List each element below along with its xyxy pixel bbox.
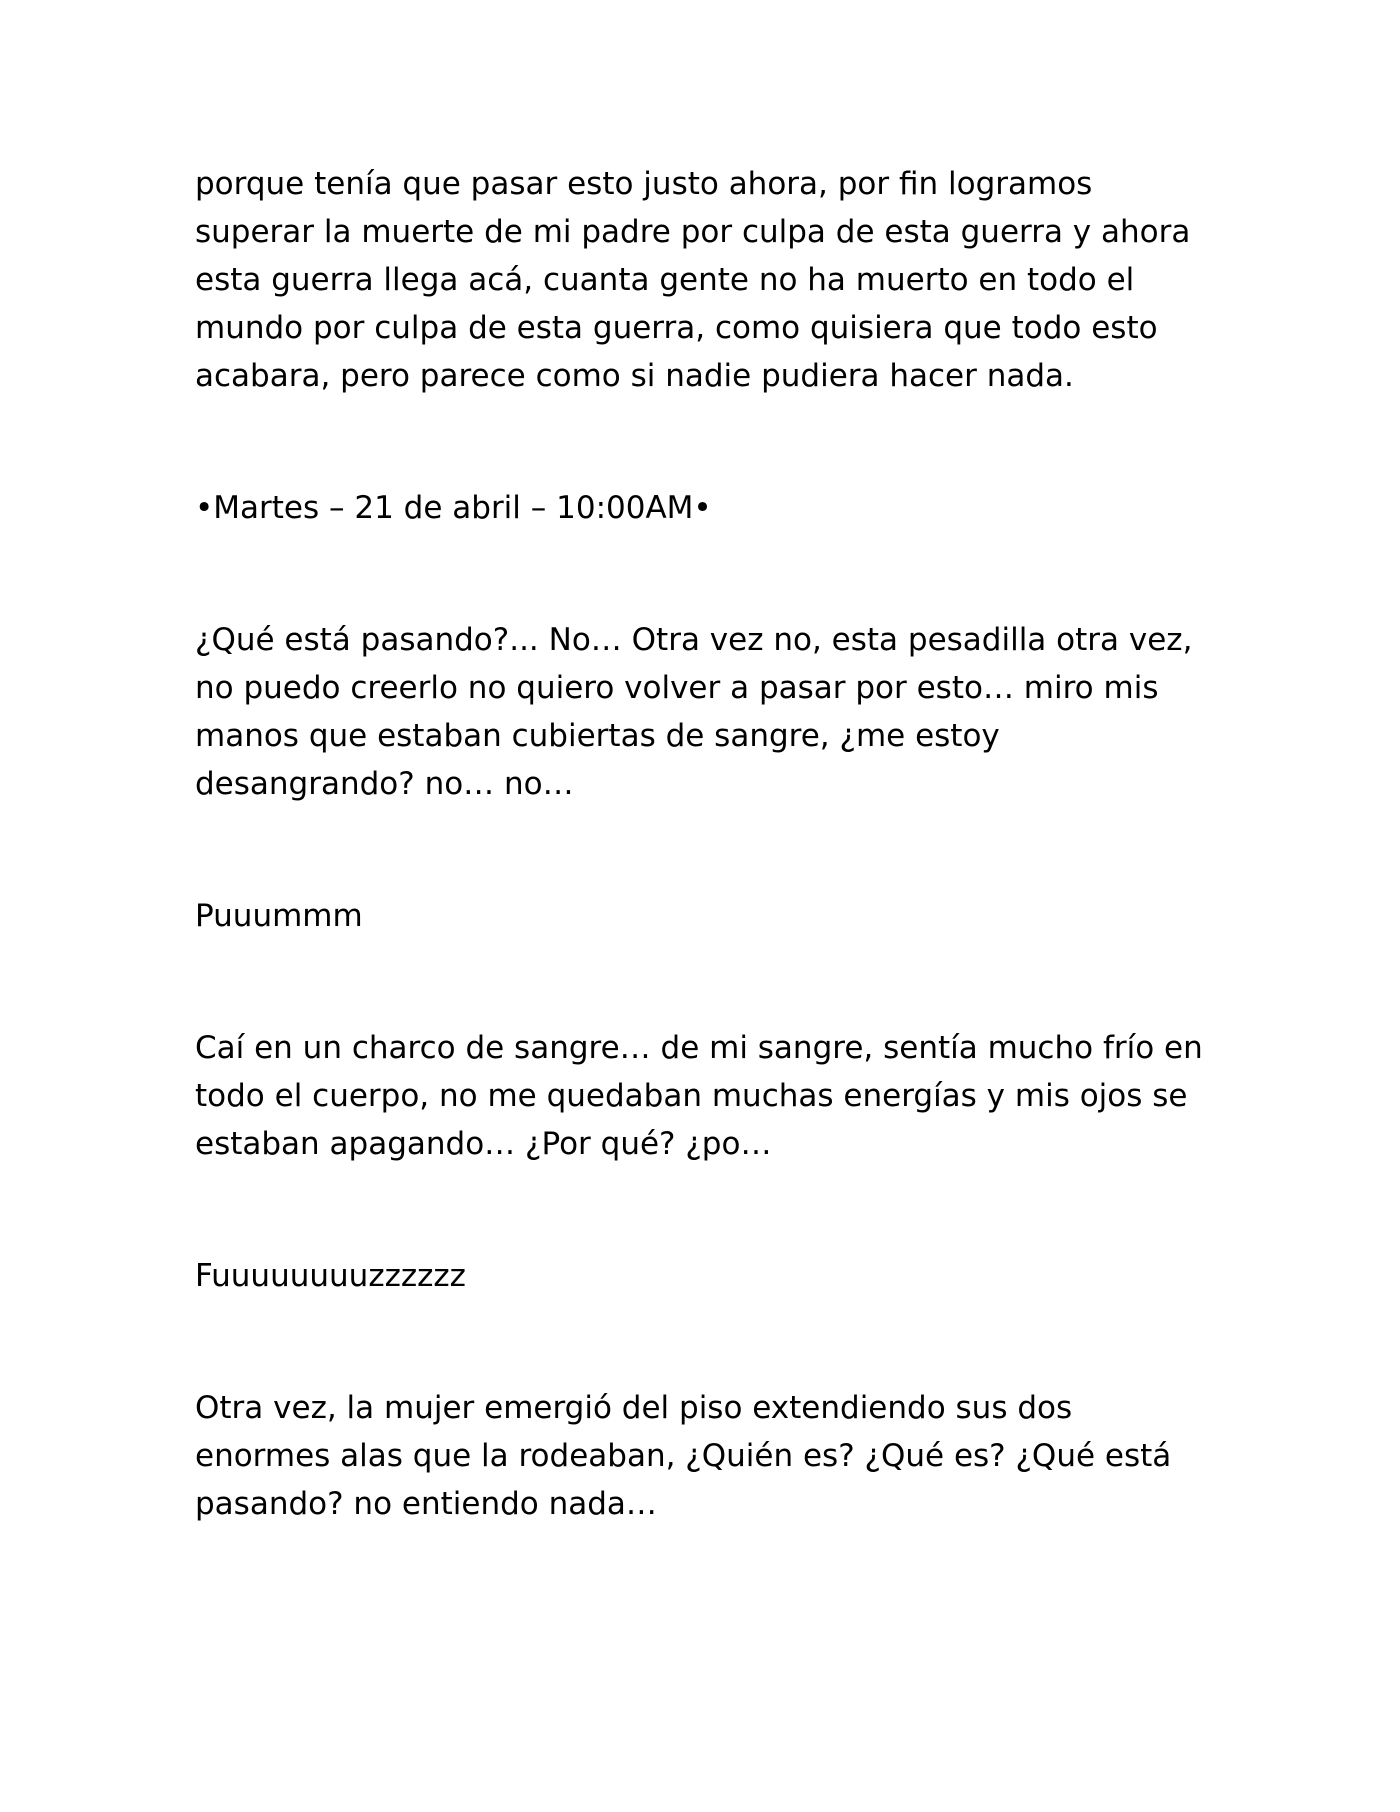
paragraph-woman-emerged: Otra vez, la mujer emergió del piso extendiendo sus dos enormes alas que la rodeaban, ¿Quién es? ¿Qué es? ¿Qué está pasando? no entiendo nada… — [195, 1390, 1172, 1522]
sound-effect-puuummm: Puuummm — [195, 898, 363, 934]
paragraph-nightmare: ¿Qué está pasando?... No… Otra vez no, esta pesadilla otra vez, no puedo creerlo no quiero volver a pasar por esto… miro mis manos que estaban cubiertas de sangre, ¿me estoy desangrando? no… no… — [195, 622, 1193, 802]
paragraph-war-reflection: porque tenía que pasar esto justo ahora, por fin logramos superar la muerte de mi padre por culpa de esta guerra y ahora esta guerra llega acá, cuanta gente no ha muerto en todo el mundo por culpa de esta guerra, como quisiera que todo esto acabara, pero parece como si nadie pudiera hacer nada. — [195, 166, 1191, 394]
date-heading: •Martes – 21 de abril – 10:00AM• — [195, 490, 712, 526]
sound-effect-fuuuz: Fuuuuuuuuzzzzzz — [195, 1258, 466, 1294]
paragraph-pool-of-blood: Caí en un charco de sangre… de mi sangre, sentía mucho frío en todo el cuerpo, no me quedaban muchas energías y mis ojos se estaban apagando… ¿Por qué? ¿po… — [195, 1030, 1203, 1162]
document-body — [195, 160, 1215, 1528]
